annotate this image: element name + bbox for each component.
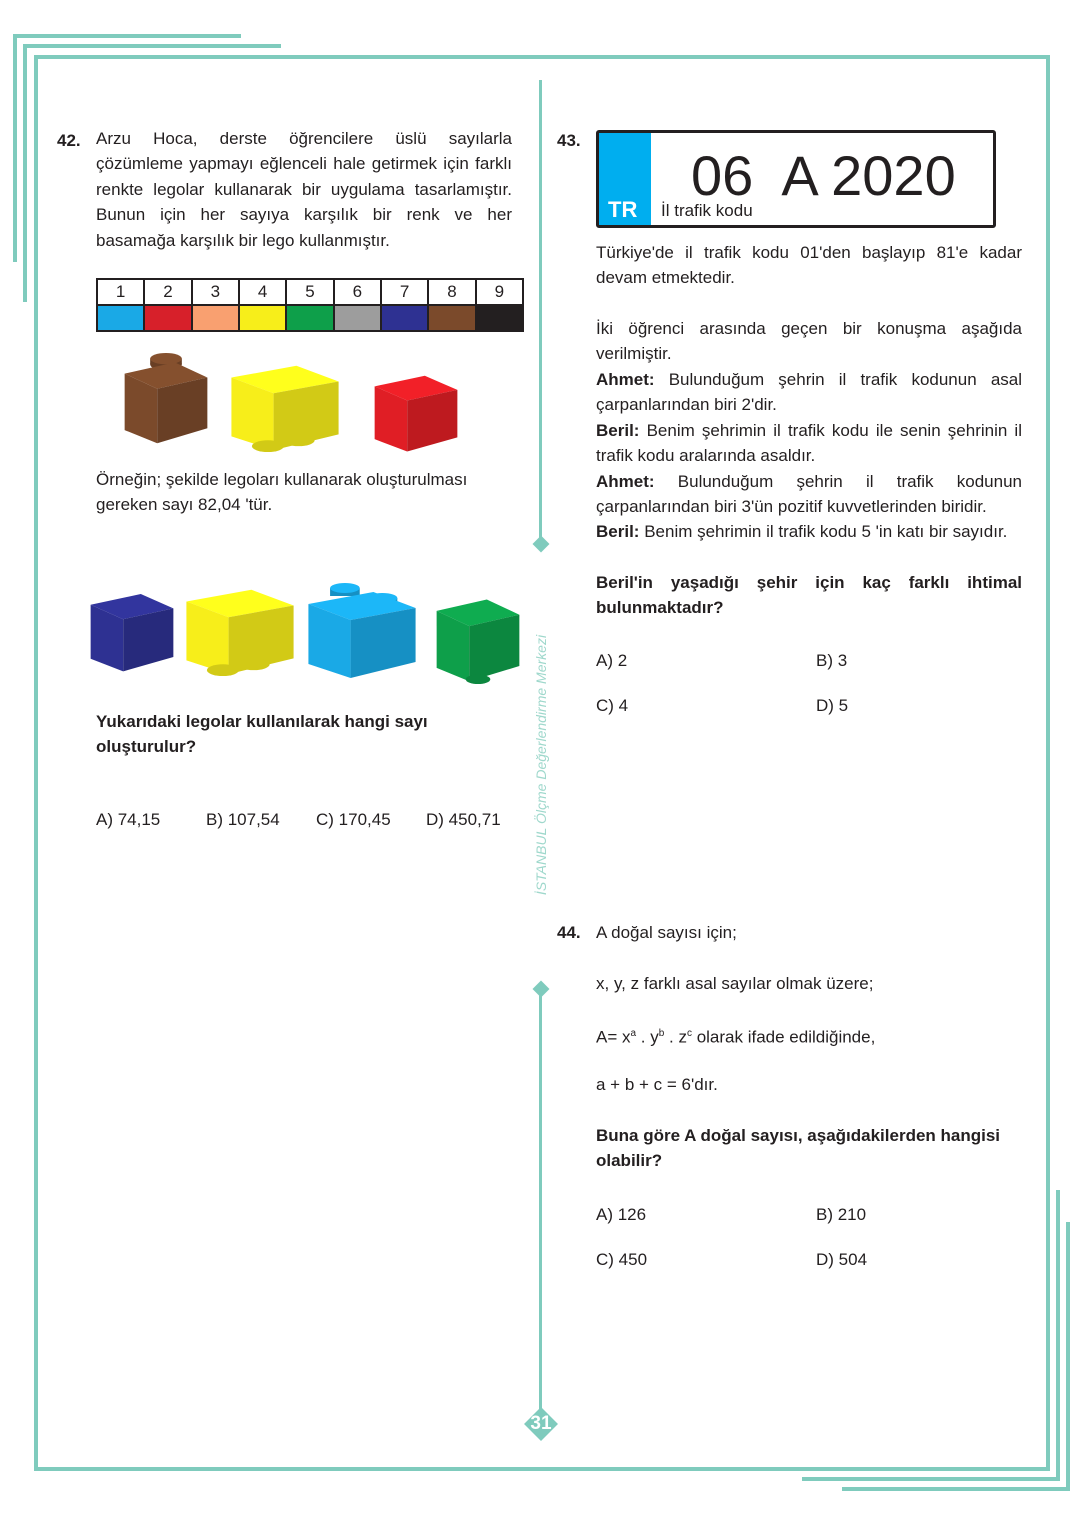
- color-cell: [239, 305, 286, 331]
- dialog-line: Ahmet: Bulunduğum şehrin il trafik kodunun çarpanlarından biri 3'ün pozitif kuvvetlerinden biridir.: [596, 471, 1022, 517]
- dialog-line: Beril: Benim şehrimin il trafik kodu ile senin şehrinin il trafik kodu aralarında asaldır.: [596, 420, 1022, 466]
- frame-line: [13, 34, 17, 262]
- question-number: 44.: [557, 923, 581, 942]
- color-cell: [381, 305, 428, 331]
- column-divider: [539, 80, 542, 540]
- lego-brick: [122, 353, 210, 447]
- q44-line3: $A= x^a$ . $y^b$ . $z^c$ olarak ifade edildiğinde,: [596, 1027, 876, 1047]
- digit-cell: 5: [286, 279, 333, 305]
- q43-question: Beril'in yaşadığı şehir için kaç farklı ihtimal bulunmaktadır?: [596, 573, 1022, 618]
- q44-question: Buna göre A doğal sayısı, aşağıdakilerden hangisi olabilir?: [596, 1126, 1001, 1171]
- q43-p1: Türkiye'de il trafik kodu 01'den başlayıp 81'e kadar devam etmektedir.: [596, 243, 1022, 288]
- option-c[interactable]: C) 170,45: [316, 810, 391, 829]
- color-table: [96, 278, 524, 332]
- color-cell: [476, 305, 523, 331]
- frame-line: [34, 55, 1050, 59]
- frame-line: [802, 1477, 1060, 1481]
- q43-dialog: [596, 367, 1022, 545]
- q44-line4: a + b + c = 6'dır.: [596, 1075, 718, 1094]
- lego-brick: [228, 356, 342, 454]
- dialog-line: Ahmet: Bulunduğum şehrin il trafik kodunun asal çarpanlarından biri 2'dir.: [596, 370, 1022, 415]
- option-d[interactable]: D) 5: [816, 696, 849, 715]
- digit-cell: 9: [476, 279, 523, 305]
- dialog-line: Beril: Benim şehrimin il trafik kodu 5 'in katı bir sayıdır.: [596, 522, 1008, 542]
- lego-brick: [183, 580, 297, 678]
- digit-cell: 4: [239, 279, 286, 305]
- q43-p2: İki öğrenci arasında geçen bir konuşma aşağıda verilmiştir.: [596, 319, 1022, 364]
- q42-intro: Arzu Hoca, derste öğrencilere üslü sayılarla çözümleme yapmayı eğlenceli hale getirmek için farklı renkte legolar kullanarak bir uygulama tasarlamıştır. Bunun için her sayıya karşılık bir renk ve her basamağa karşılık bir lego kullanmıştır.: [96, 129, 512, 250]
- frame-line: [1066, 1222, 1070, 1491]
- divider-diamond: [533, 536, 550, 553]
- digit-cell: 3: [192, 279, 239, 305]
- option-c[interactable]: C) 4: [596, 696, 629, 715]
- frame-line: [34, 55, 38, 1471]
- q44-line1: A doğal sayısı için;: [596, 923, 737, 942]
- plate-number: 06 A 2020: [691, 144, 956, 207]
- option-d[interactable]: D) 504: [816, 1250, 868, 1269]
- frame-line: [1056, 1190, 1060, 1481]
- watermark: İSTANBUL Ölçme Değerlendirme Merkezi: [533, 634, 549, 896]
- color-cell: [192, 305, 239, 331]
- digit-cell: 6: [334, 279, 381, 305]
- frame-line: [842, 1487, 1070, 1491]
- option-a[interactable]: A) 2: [596, 651, 628, 670]
- digit-cell: 2: [144, 279, 191, 305]
- frame-line: [13, 34, 241, 38]
- frame-line: [23, 44, 281, 48]
- lego-brick: [88, 585, 176, 675]
- option-d[interactable]: D) 450,71: [426, 810, 501, 829]
- frame-line: [34, 1467, 1050, 1471]
- color-cell: [428, 305, 475, 331]
- question-number: 43.: [557, 131, 581, 150]
- option-b[interactable]: B) 3: [816, 651, 848, 670]
- lego-brick: [434, 590, 522, 685]
- option-b[interactable]: B) 107,54: [206, 810, 280, 829]
- q42-question: Yukarıdaki legolar kullanılarak hangi sayı oluşturulur?: [96, 712, 428, 757]
- license-plate: [596, 130, 996, 228]
- color-cell: [97, 305, 144, 331]
- digit-cell: 7: [381, 279, 428, 305]
- color-cell: [286, 305, 333, 331]
- option-b[interactable]: B) 210: [816, 1205, 867, 1224]
- digit-cell: 1: [97, 279, 144, 305]
- frame-line: [1046, 55, 1050, 1471]
- q42-example: Örneğin; şekilde legoları kullanarak oluşturulması gereken sayı 82,04 'tür.: [96, 470, 468, 515]
- column-divider: [539, 990, 542, 1410]
- plate-country: TR: [608, 197, 638, 222]
- lego-brick: [305, 582, 419, 682]
- digit-cell: 8: [428, 279, 475, 305]
- option-c[interactable]: C) 450: [596, 1250, 648, 1269]
- q44-line2: x, y, z farklı asal sayılar olmak üzere;: [596, 974, 874, 993]
- frame-line: [23, 44, 27, 302]
- page-number: 31: [524, 1407, 558, 1441]
- question-number: 42.: [57, 131, 81, 150]
- lego-brick: [372, 367, 460, 455]
- color-cell: [334, 305, 381, 331]
- color-cell: [144, 305, 191, 331]
- option-a[interactable]: A) 74,15: [96, 810, 161, 829]
- plate-label: İl trafik kodu: [661, 201, 753, 220]
- option-a[interactable]: A) 126: [596, 1205, 647, 1224]
